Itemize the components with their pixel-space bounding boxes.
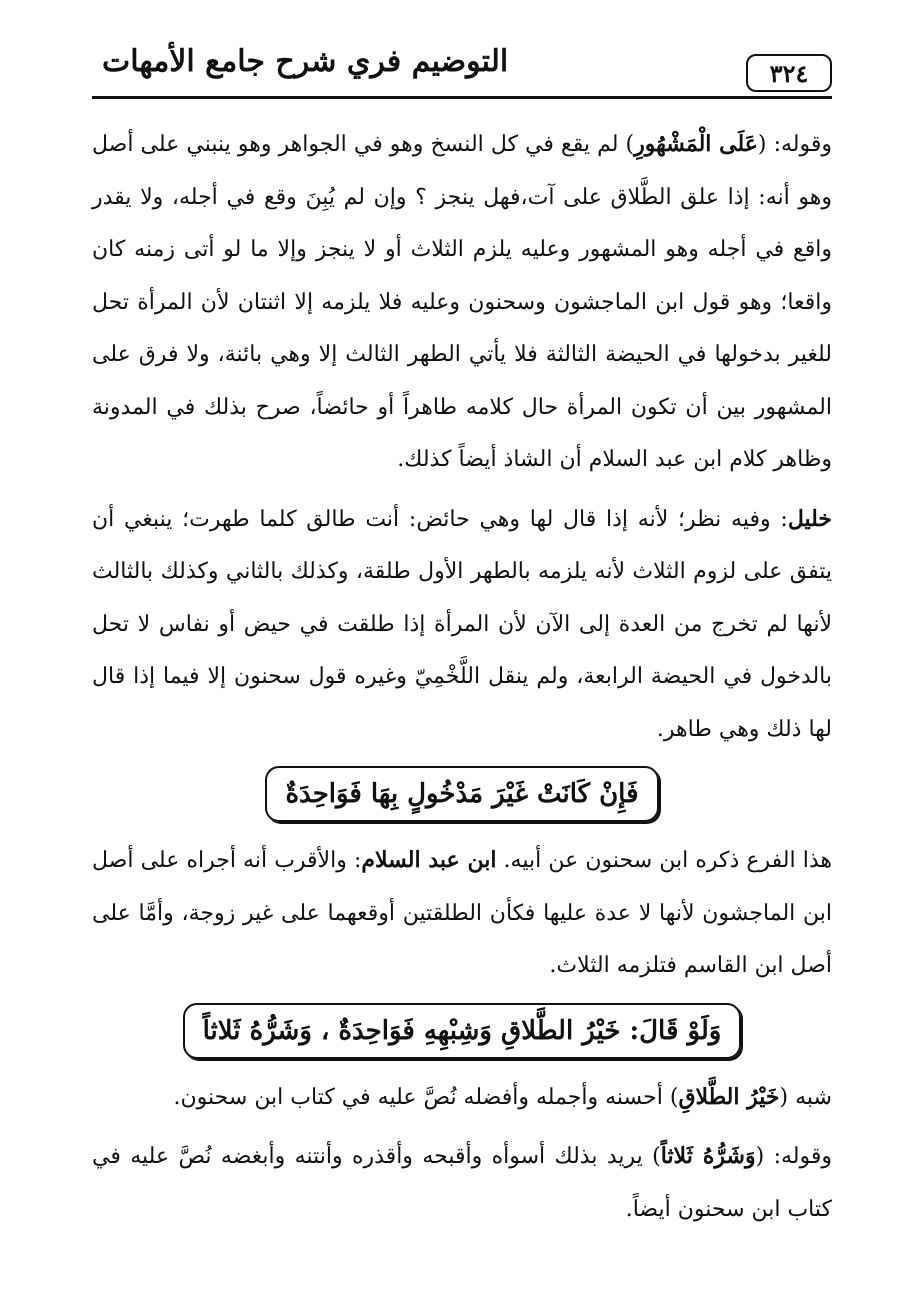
text: ) يريد بذلك أسوأه وأقبحه وأقذره وأنتنه وأبغضه نُصَّ عليه في كتاب ابن سحنون أيضاً. — [92, 1144, 832, 1222]
paragraph-3 — [92, 834, 832, 993]
text: وقوله: ( — [757, 132, 832, 157]
paragraph-1 — [92, 118, 832, 487]
text: شبه ( — [779, 1084, 832, 1110]
matn-quote: وَشَرُّهُ ثَلاثاً — [660, 1143, 756, 1169]
text: ) لم يقع في كل النسخ وهو في الجواهر وهو ينبني على أصل وهو أنه: إذا علق الطَّلاق على آت،فهل ينجز ؟ وإن لم يُبِنَ وقع في أجله، ولا يقدر واقع في أجله وهو المشهور وعليه يلزم الثلاث أو لا ينجز وإلا ما لو أتى زمنه كان واقعا؛ وهو قول ابن الماجشون وسحنون وعليه فلا يلزمه إلا اثنتان لأن المرأة تحل للغير بدخولها في الحيضة الثالثة فلا يأتي الطهر الثالث إلا وهي بائنة، ولا فرق على المشهور بين أن تكون المرأة حال كلامه طاهراً أو حائضاً، صرح بذلك في المدونة وظاهر كلام ابن عبد السلام أن الشاذ أيضاً كذلك. — [92, 132, 832, 472]
text: وقوله: ( — [755, 1144, 832, 1169]
header-rule — [92, 96, 832, 99]
matn-quote: خَيْرُ الطَّلاقِ — [678, 1083, 780, 1110]
paragraph-4 — [92, 1071, 832, 1125]
text: هذا الفرع ذكره ابن سحنون عن أبيه. — [496, 848, 832, 873]
author-name-ibn-abd-salam: ابن عبد السلام — [361, 847, 497, 873]
author-name-khalil: خليل — [787, 505, 832, 532]
matn-box-2: وَلَوْ قَالَ: خَيْرُ الطَّلاقِ وَشِبْهِهِ فَوَاحِدَةٌ ، وَشَرُّهُ ثَلاثاً — [183, 1003, 742, 1059]
book-title: التوضيم فري شرح جامع الأمهات — [102, 44, 509, 79]
paragraph-2 — [92, 493, 832, 757]
matn-box-1-wrap — [92, 766, 832, 822]
text: : والأقرب أنه أجراه على أصل ابن الماجشون لأنها لا عدة عليها فكأن الطلقتين أوقعهما على غير زوجة، وأمَّا على أصل ابن القاسم فتلزمه الثلاث. — [92, 848, 832, 978]
text: ) أحسنه وأجمله وأفضله نُصَّ عليه في كتاب ابن سحنون. — [173, 1084, 679, 1110]
matn-box-2-wrap — [92, 1003, 832, 1059]
paragraph-5 — [92, 1130, 832, 1236]
page-number: ٣٢٤ — [746, 54, 832, 92]
matn-quote: عَلَى الْمَشْهُورِ — [634, 131, 758, 157]
page-body — [92, 118, 832, 1236]
page-header — [92, 44, 832, 100]
matn-box-1: فَإِنْ كَانَتْ غَيْرَ مَدْخُولٍ بِهَا فَوَاحِدَةٌ — [265, 766, 658, 822]
text: : وفيه نظر؛ لأنه إذا قال لها وهي حائض: أنت طالق كلما طهرت؛ ينبغي أن يتفق على لزوم الثلاث لأنه يلزمه بالطهر الأول طلقة، وكذلك بالثاني وكذلك بالثالث لأنها لم تخرج من العدة إلى الآن لأن المرأة إذا طلقت في حيض أو نفاس لا تحل بالدخول في الحيضة الرابعة، ولم ينقل اللَّخْمِيّ وغيره قول سحنون إلا فيما إذا قال لها ذلك وهي طاهر. — [92, 506, 832, 742]
